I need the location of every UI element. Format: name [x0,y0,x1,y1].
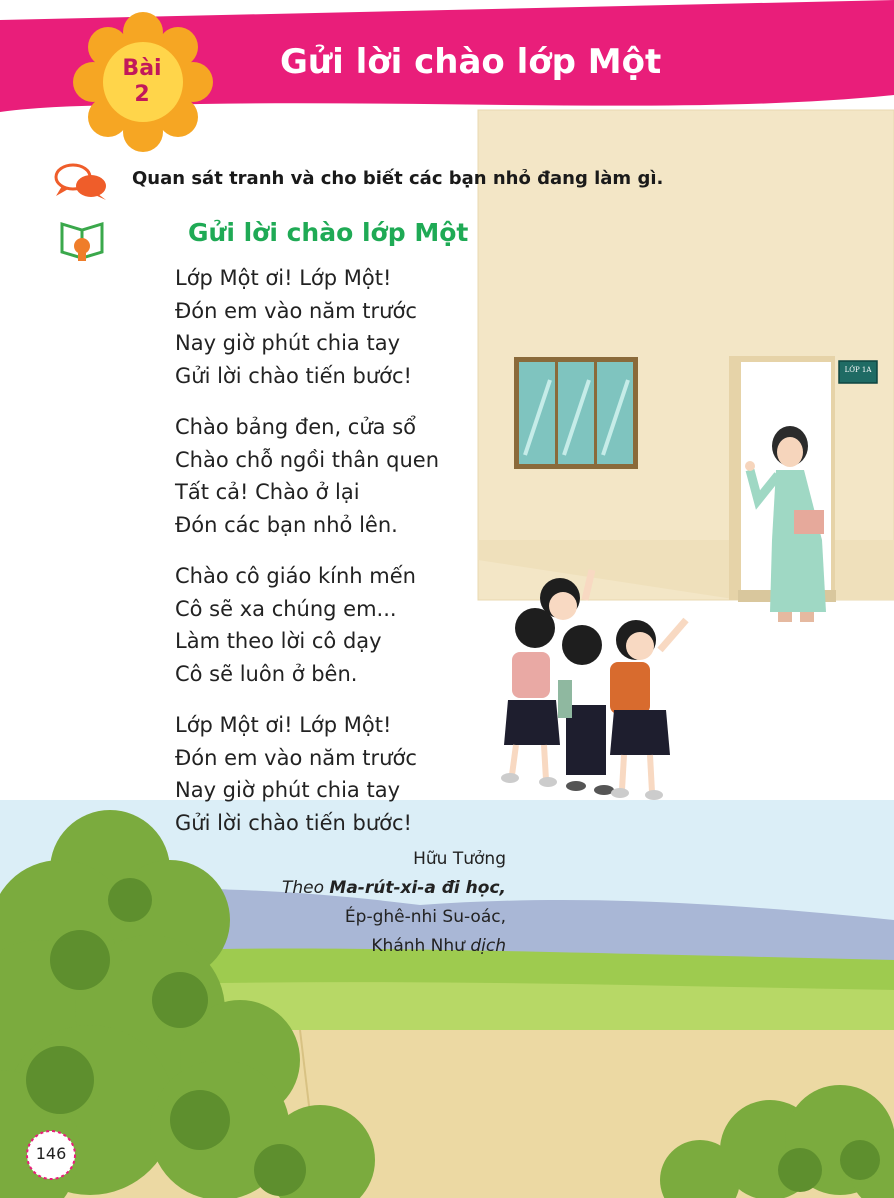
translator: Khánh Như [371,936,465,956]
poem-line: Nay giờ phút chia tay [175,778,400,802]
poem-line: Chào cô giáo kính mến [175,564,416,588]
discussion-prompt: Quan sát tranh và cho biết các bạn nhỏ đang làm gì. [132,168,664,189]
dich-word: dịch [470,936,506,956]
poem-line: Lớp Một ơi! Lớp Một! [175,713,392,737]
children-figures [501,570,686,800]
poem-line: Lớp Một ơi! Lớp Một! [175,266,392,290]
lesson-number: 2 [134,82,150,107]
poem-credits [282,845,506,961]
poem-line: Gửi lời chào tiến bước! [175,363,412,388]
poem-line: Làm theo lời cô dạy [175,629,382,653]
classroom-window [514,357,638,469]
poem-line: Nay giờ phút chia tay [175,331,400,355]
poem-line: Đón em vào năm trước [175,298,417,323]
source-line [282,874,506,903]
poem-line: Tất cả! Chào ở lại [175,480,360,504]
poem-stanza-2 [175,411,439,541]
book-lightbulb-icon [62,224,102,261]
poem-line: Chào chỗ ngồi thân quen [175,447,440,472]
theo-word: Theo [281,878,324,898]
door-sign-text: LỚP 1A [844,366,872,374]
author: Hữu Tưởng [413,849,506,869]
original-author: Ép-ghê-nhi Su-oác, [344,907,506,927]
poem-stanza-4 [175,709,439,839]
translator-line [282,932,506,961]
lesson-word: Bài [122,56,162,81]
lesson-badge-label [116,56,168,108]
source-title: Ma-rút-xi-a đi học, [329,878,506,898]
poem-line: Gửi lời chào tiến bước! [175,810,412,835]
poem-line: Đón các bạn nhỏ lên. [175,512,398,537]
speech-bubbles-icon [56,165,106,200]
poem-line: Cô sẽ luôn ở bên. [175,661,358,686]
lesson-title: Gửi lời chào lớp Một [280,42,662,82]
poem-line: Cô sẽ xa chúng em... [175,596,397,621]
poem-body [175,262,439,858]
poem-line: Đón em vào năm trước [175,745,417,770]
poem-stanza-3 [175,560,439,690]
poem-title: Gửi lời chào lớp Một [188,218,469,247]
poem-stanza-1 [175,262,439,392]
poem-line: Chào bảng đen, cửa sổ [175,415,416,439]
page-number: 146 [35,1144,67,1163]
